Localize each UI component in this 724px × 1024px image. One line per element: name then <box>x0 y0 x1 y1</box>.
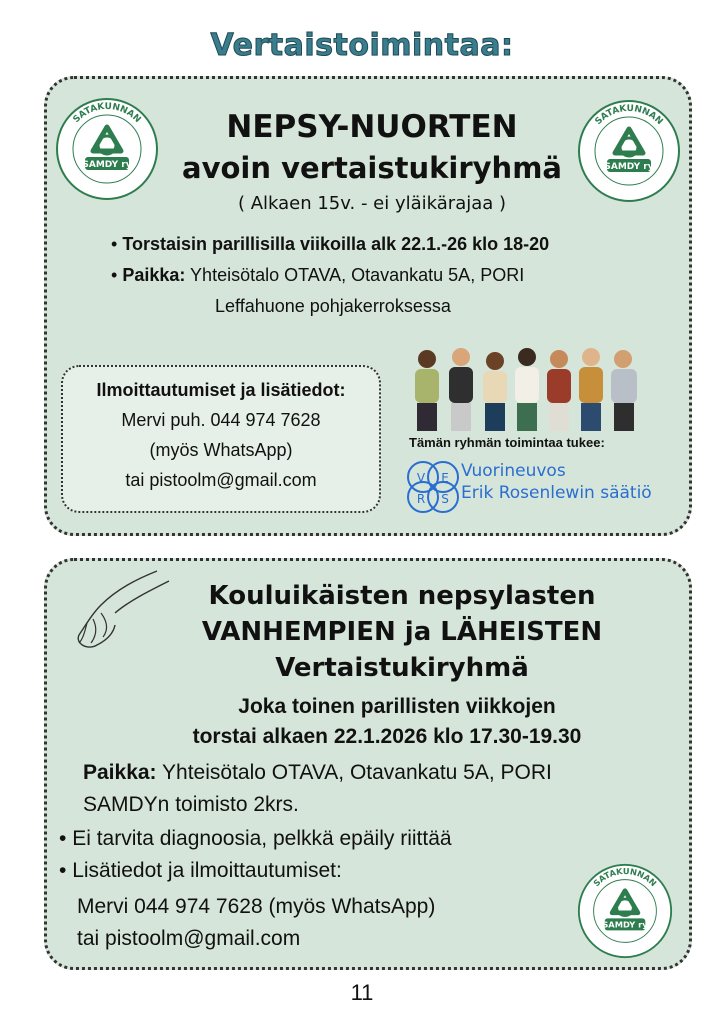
contact-box <box>61 365 381 513</box>
sponsor-line2: Erik Rosenlewin säätiö <box>461 483 652 503</box>
samdy-logo-left <box>55 97 159 201</box>
contact-phone: Mervi puh. 044 974 7628 <box>121 410 321 430</box>
sponsor-line1: Vuorineuvos <box>461 461 566 481</box>
svg-text:E: E <box>441 471 449 485</box>
svg-text:S: S <box>441 492 449 506</box>
section2-bullets <box>59 823 659 887</box>
info-item: • Lisätiedot ja ilmoittautumiset: <box>59 859 342 882</box>
place-line2: SAMDYn toimisto 2krs. <box>83 793 299 816</box>
samdy-logo-bottom <box>577 863 673 959</box>
holding-hands-illustration <box>57 565 177 655</box>
section1-details <box>111 229 671 322</box>
contact-whatsapp: (myös WhatsApp) <box>149 440 293 460</box>
section1-heading1: NEPSY-NUORTEN <box>226 109 518 145</box>
schedule-item: • Torstaisin parillisilla viikoilla alk 22.1.-26 klo 18-20 <box>111 234 550 254</box>
section2-contact <box>77 891 557 955</box>
contact-email[interactable]: tai pistoolm@gmail.com <box>77 927 301 950</box>
contact-heading: Ilmoittautumiset ja lisätiedot: <box>96 380 346 400</box>
schedule-line1: Joka toinen parillisten viikkojen <box>238 695 556 718</box>
svg-text:SAMDY ry: SAMDY ry <box>602 919 648 930</box>
section1-heading2: avoin vertaistukiryhmä <box>182 151 562 185</box>
place-line: Paikka: Yhteisötalo OTAVA, Otavankatu 5A, PORI <box>83 761 552 784</box>
section2-details <box>83 757 683 821</box>
samdy-logo-right <box>577 99 681 203</box>
youth-group-panel <box>44 76 692 536</box>
contact-email[interactable]: tai pistoolm@gmail.com <box>125 470 317 490</box>
page-number: 11 <box>350 980 374 1005</box>
location-detail: Leffahuone pohjakerroksessa <box>215 296 451 316</box>
section2-heading3: Vertaistukiryhmä <box>275 653 529 683</box>
svg-text:R: R <box>416 492 426 506</box>
contact-phone: Mervi 044 974 7628 (myös WhatsApp) <box>77 895 436 918</box>
location-item: • Paikka: Yhteisötalo OTAVA, Otavankatu 5A, PORI <box>111 265 525 285</box>
diagnosis-item: • Ei tarvita diagnoosia, pelkkä epäily riittää <box>59 827 452 850</box>
group-of-people-illustration <box>409 343 659 433</box>
svg-text:V: V <box>416 471 426 485</box>
schedule-line2: torstai alkaen 22.1.2026 klo 17.30-19.30 <box>192 725 582 748</box>
svg-text:SATAKUNNAN: SATAKUNNAN <box>591 865 659 889</box>
age-note: ( Alkaen 15v. - ei yläikärajaa ) <box>237 193 507 214</box>
sponsor-name <box>461 460 652 504</box>
svg-text:SAMDY ry: SAMDY ry <box>604 162 654 172</box>
svg-text:SAMDY ry: SAMDY ry <box>82 160 132 170</box>
section2-heading2: VANHEMPIEN ja LÄHEISTEN <box>201 617 603 647</box>
vers-foundation-logo <box>403 457 463 517</box>
support-label: Tämän ryhmän toimintaa tukee: <box>409 435 605 450</box>
parents-group-panel <box>44 558 692 970</box>
section2-heading1: Kouluikäisten nepsylasten <box>208 581 596 611</box>
page-title: Vertaistoimintaa: <box>210 28 514 63</box>
svg-text:SATAKUNNAN: SATAKUNNAN <box>71 101 143 126</box>
svg-text:SATAKUNNAN: SATAKUNNAN <box>593 103 665 128</box>
